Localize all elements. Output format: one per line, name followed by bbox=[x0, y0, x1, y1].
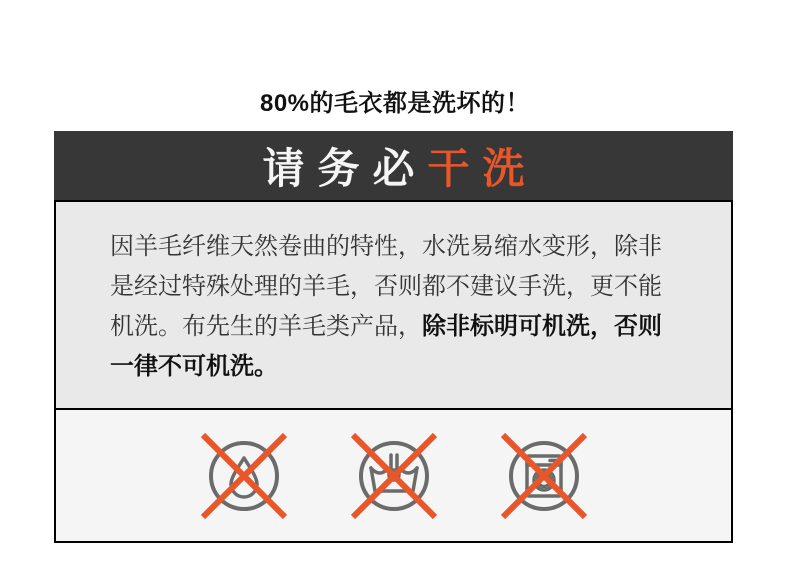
care-text: 机洗。布先生的羊毛类产品， bbox=[110, 313, 422, 340]
care-panel bbox=[54, 200, 733, 543]
dry-clean-banner bbox=[54, 131, 733, 200]
care-description-line bbox=[110, 267, 691, 307]
care-description-line bbox=[110, 227, 691, 267]
no-hand-wash-icon bbox=[349, 431, 439, 521]
care-description bbox=[56, 202, 731, 410]
no-water-wash-icon bbox=[199, 431, 289, 521]
care-description-line bbox=[110, 307, 691, 347]
care-text: 是经过特殊处理的羊毛，否则都不建议手洗，更不能 bbox=[110, 273, 662, 300]
banner-text-highlight: 干洗 bbox=[427, 144, 538, 192]
banner-text-prefix: 请务必 bbox=[262, 144, 428, 192]
care-text-bold: 除非标明可机洗，否则 bbox=[422, 313, 662, 340]
prohibited-wash-icons bbox=[56, 410, 731, 541]
content-box bbox=[54, 131, 733, 543]
page-title: 80%的毛衣都是洗坏的！ bbox=[259, 90, 531, 117]
care-text: 因羊毛纤维天然卷曲的特性，水洗易缩水变形，除非 bbox=[110, 233, 662, 260]
no-machine-wash-icon bbox=[499, 431, 589, 521]
care-description-line bbox=[110, 347, 691, 387]
care-text-bold: 一律不可机洗。 bbox=[110, 353, 278, 380]
